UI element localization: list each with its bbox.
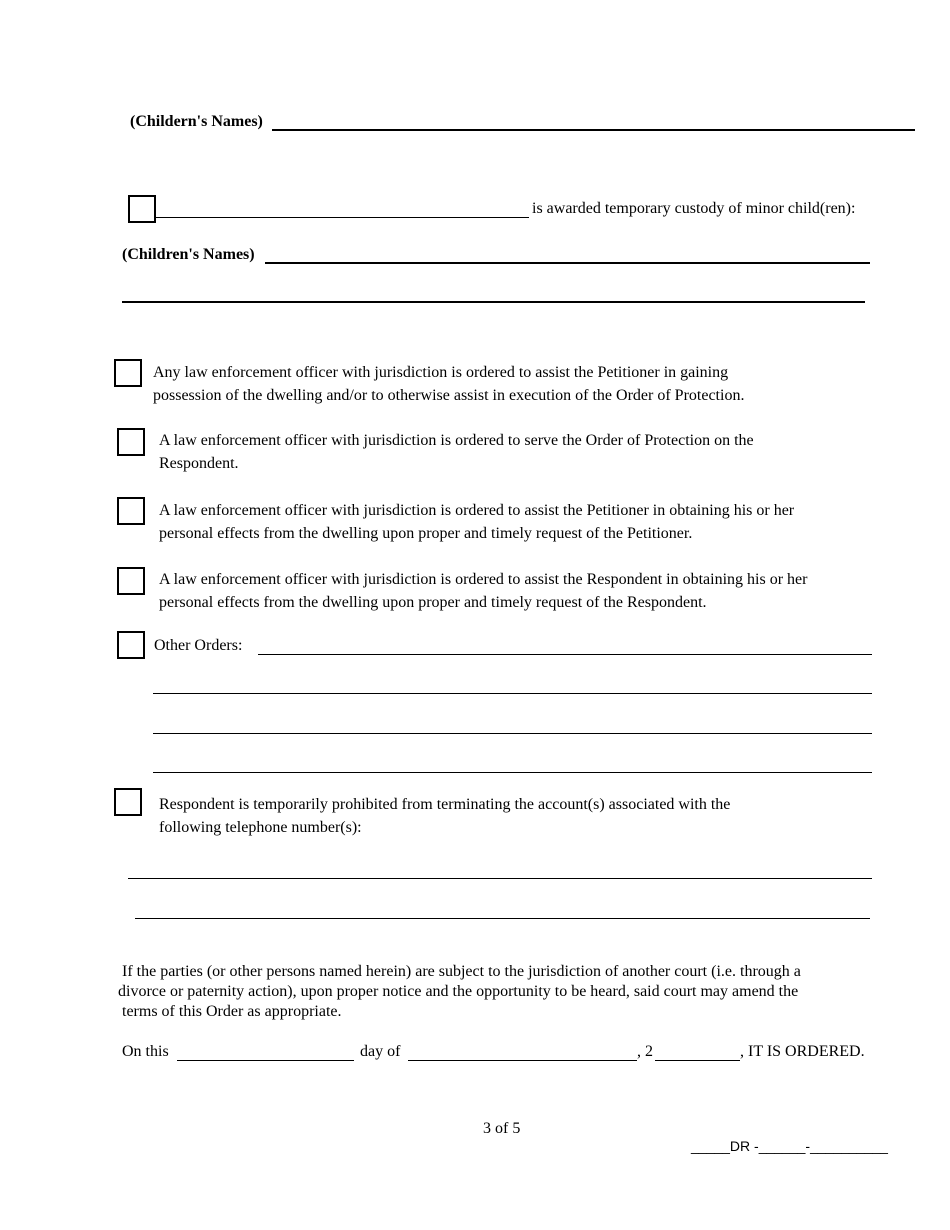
other-orders-line-3[interactable] [153,733,872,734]
other-orders-line-4[interactable] [153,772,872,773]
telephone-checkbox[interactable] [114,788,142,816]
other-orders-line-2[interactable] [153,693,872,694]
petitioner-effects-checkbox[interactable] [117,497,145,525]
it-is-ordered-text: , IT IS ORDERED. [740,1043,865,1060]
respondent-effects-text: A law enforcement officer with jurisdiction is ordered to assist the Respondent in obtaining his or her personal effects from the dwelling upon proper and timely request of the Respondent. [159,571,808,611]
ordered-day-line[interactable] [177,1060,354,1061]
case-number: _____DR -______-__________ [691,1138,888,1154]
page-number: 3 of 5 [483,1120,521,1137]
telephone-text: Respondent is temporarily prohibited from terminating the account(s) associated with the following telephone number(s): [159,796,731,836]
childrens-names-label-2: (Children's Names) [122,246,255,263]
assist-possession-text: Any law enforcement officer with jurisdiction is ordered to assist the Petitioner in gaining possession of the dwelling and/or to otherwise assist in execution of the Order of Protection. [153,364,745,404]
serve-order-text: A law enforcement officer with jurisdiction is ordered to serve the Order of Protection on the Respondent. [159,432,754,472]
respondent-effects-checkbox[interactable] [117,567,145,595]
serve-order-checkbox[interactable] [117,428,145,456]
ordered-year-line[interactable] [655,1060,740,1061]
on-this-label: On this [122,1043,169,1060]
other-orders-line-1[interactable] [258,654,872,655]
childrens-names-line-3[interactable] [122,301,865,303]
year-prefix: , 2 [637,1043,653,1060]
custody-person-line[interactable] [156,217,529,218]
telephone-line-1[interactable] [128,878,872,879]
other-orders-label: Other Orders: [154,637,243,654]
petitioner-effects-text: A law enforcement officer with jurisdiction is ordered to assist the Petitioner in obtaining his or her personal effects from the dwelling upon proper and timely request of the Petitioner. [159,502,795,542]
telephone-line-2[interactable] [135,918,870,919]
childrens-names-line-1[interactable] [272,129,915,131]
assist-possession-checkbox[interactable] [114,359,142,387]
custody-checkbox[interactable] [128,195,156,223]
jurisdiction-paragraph: If the parties (or other persons named herein) are subject to the jurisdiction of another court (i.e. through a divorce or paternity action), upon proper notice and the opportunity to be heard, said court may amend the terms of this Order as appropriate. [118,963,801,1020]
other-orders-checkbox[interactable] [117,631,145,659]
ordered-month-line[interactable] [408,1060,637,1061]
day-of-label: day of [360,1043,401,1060]
custody-awarded-text: is awarded temporary custody of minor child(ren): [532,200,856,217]
childrens-names-label-1: (Childern's Names) [130,113,263,130]
childrens-names-line-2[interactable] [265,262,870,264]
